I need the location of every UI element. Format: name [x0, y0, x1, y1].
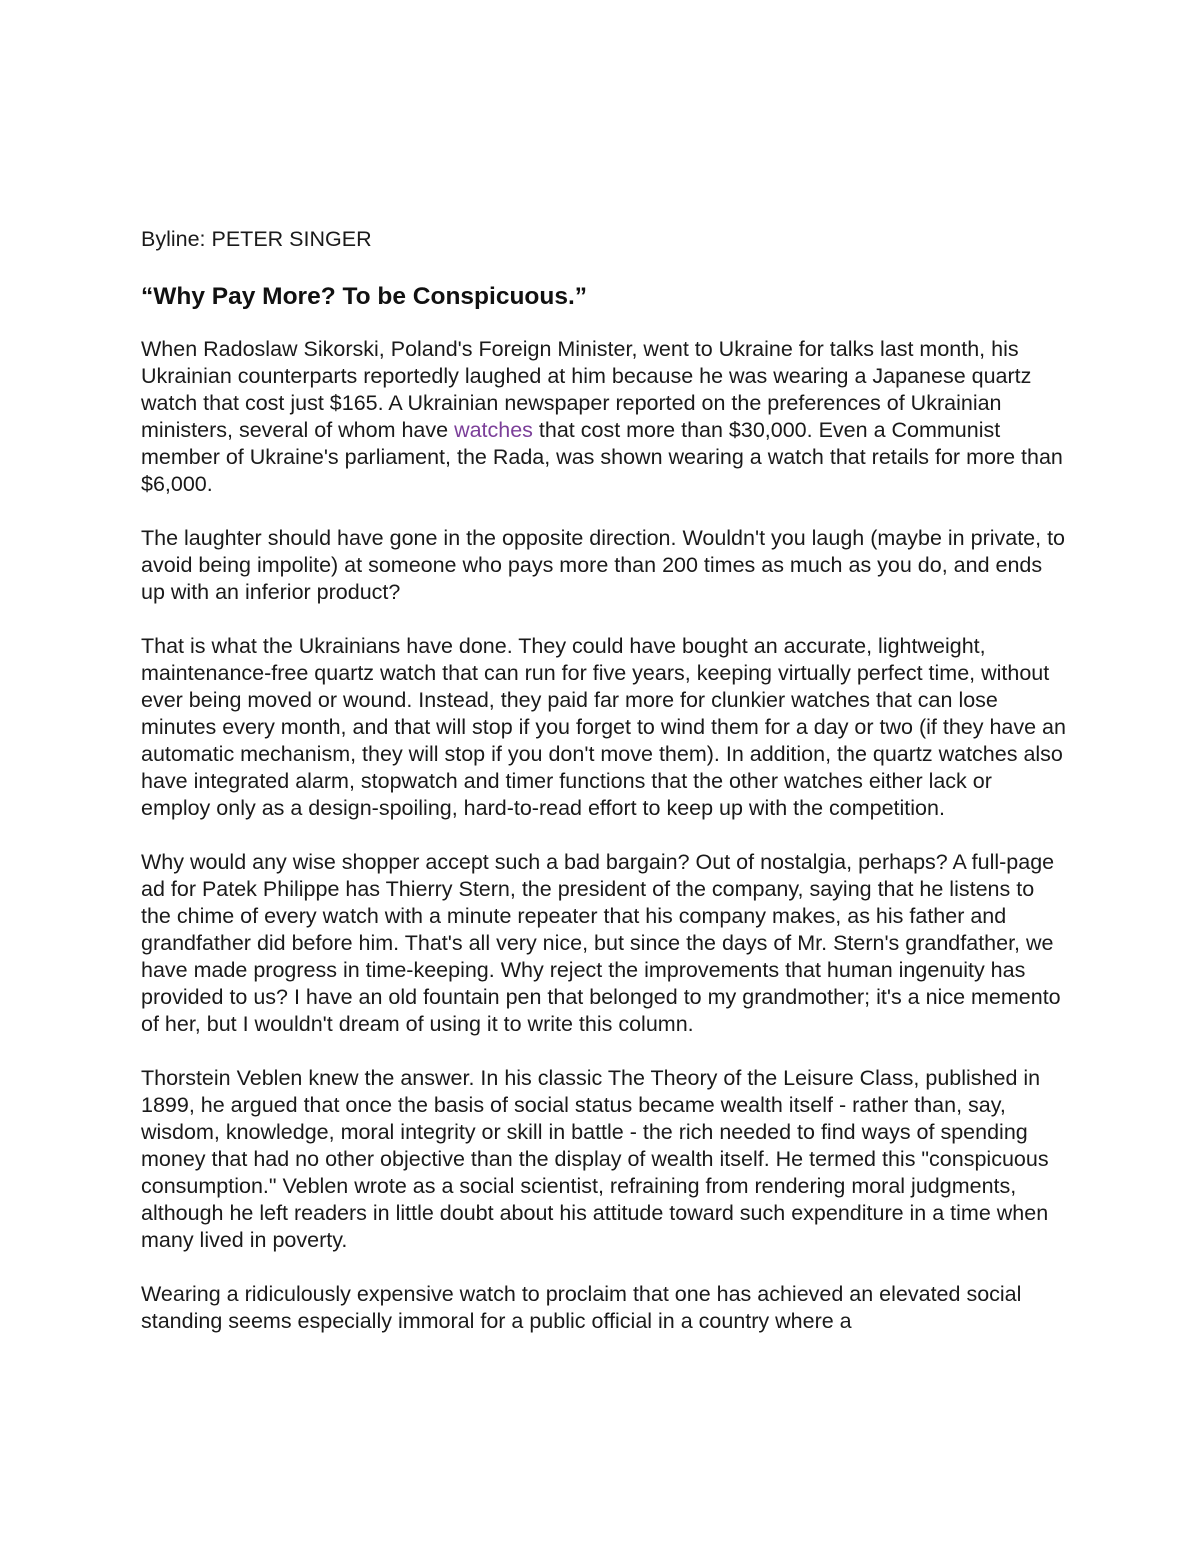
- article-body: [141, 226, 1066, 1335]
- article-title: “Why Pay More? To be Conspicuous.”: [141, 283, 588, 310]
- paragraph-6: Wearing a ridiculously expensive watch to proclaim that one has achieved an elevated social standing seems especially immoral for a public official in a country where a: [141, 1282, 1022, 1333]
- watches-link[interactable]: watches: [454, 418, 533, 442]
- paragraph-1-text-after-link: that cost more than $30,000. Even a Communist member of Ukraine's parliament, the Rada, was shown wearing a watch that retails for more than $6,000.: [141, 418, 1063, 496]
- paragraph-5: Thorstein Veblen knew the answer. In his classic The Theory of the Leisure Class, published in 1899, he argued that once the basis of social status became wealth itself - rather than, say, wisdom, knowledge, moral integrity or skill in battle - the rich needed to find ways of spending money that had no other objective than the display of wealth itself. He termed this "conspicuous consumption." Veblen wrote as a social scientist, refraining from rendering moral judgments, although he left readers in little doubt about his attitude toward such expenditure in a time when many lived in poverty.: [141, 1066, 1049, 1252]
- paragraph-2: The laughter should have gone in the opposite direction. Wouldn't you laugh (maybe in private, to avoid being impolite) at someone who pays more than 200 times as much as you do, and ends up with an inferior product?: [141, 526, 1066, 604]
- paragraph-1-text-before-link: When Radoslaw Sikorski, Poland's Foreign Minister, went to Ukraine for talks last month, his Ukrainian counterparts reportedly laughed at him because he was wearing a Japanese quartz watch that cost just $165. A Ukrainian newspaper reported on the preferences of Ukrainian ministers, several of whom have: [141, 337, 1032, 442]
- paragraph-3: That is what the Ukrainians have done. They could have bought an accurate, lightweight, maintenance-free quartz watch that can run for five years, keeping virtually perfect time, without ever being moved or wound. Instead, they paid far more for clunkier watches that can lose minutes every month, and that will stop if you forget to wind them for a day or two (if they have an automatic mechanism, they will stop if you don't move them). In addition, the quartz watches also have integrated alarm, stopwatch and timer functions that the other watches either lack or employ only as a design-spoiling, hard-to-read effort to keep up with the competition.: [141, 634, 1066, 820]
- paragraph-4: Why would any wise shopper accept such a bad bargain? Out of nostalgia, perhaps? A full-page ad for Patek Philippe has Thierry Stern, the president of the company, saying that he listens to the chime of every watch with a minute repeater that his company makes, as his father and grandfather did before him. That's all very nice, but since the days of Mr. Stern's grandfather, we have made progress in time-keeping. Why reject the improvements that human ingenuity has provided to us? I have an old fountain pen that belonged to my grandmother; it's a nice memento of her, but I wouldn't dream of using it to write this column.: [141, 850, 1061, 1036]
- byline: Byline: PETER SINGER: [141, 227, 372, 251]
- paragraph-1: [141, 336, 1066, 498]
